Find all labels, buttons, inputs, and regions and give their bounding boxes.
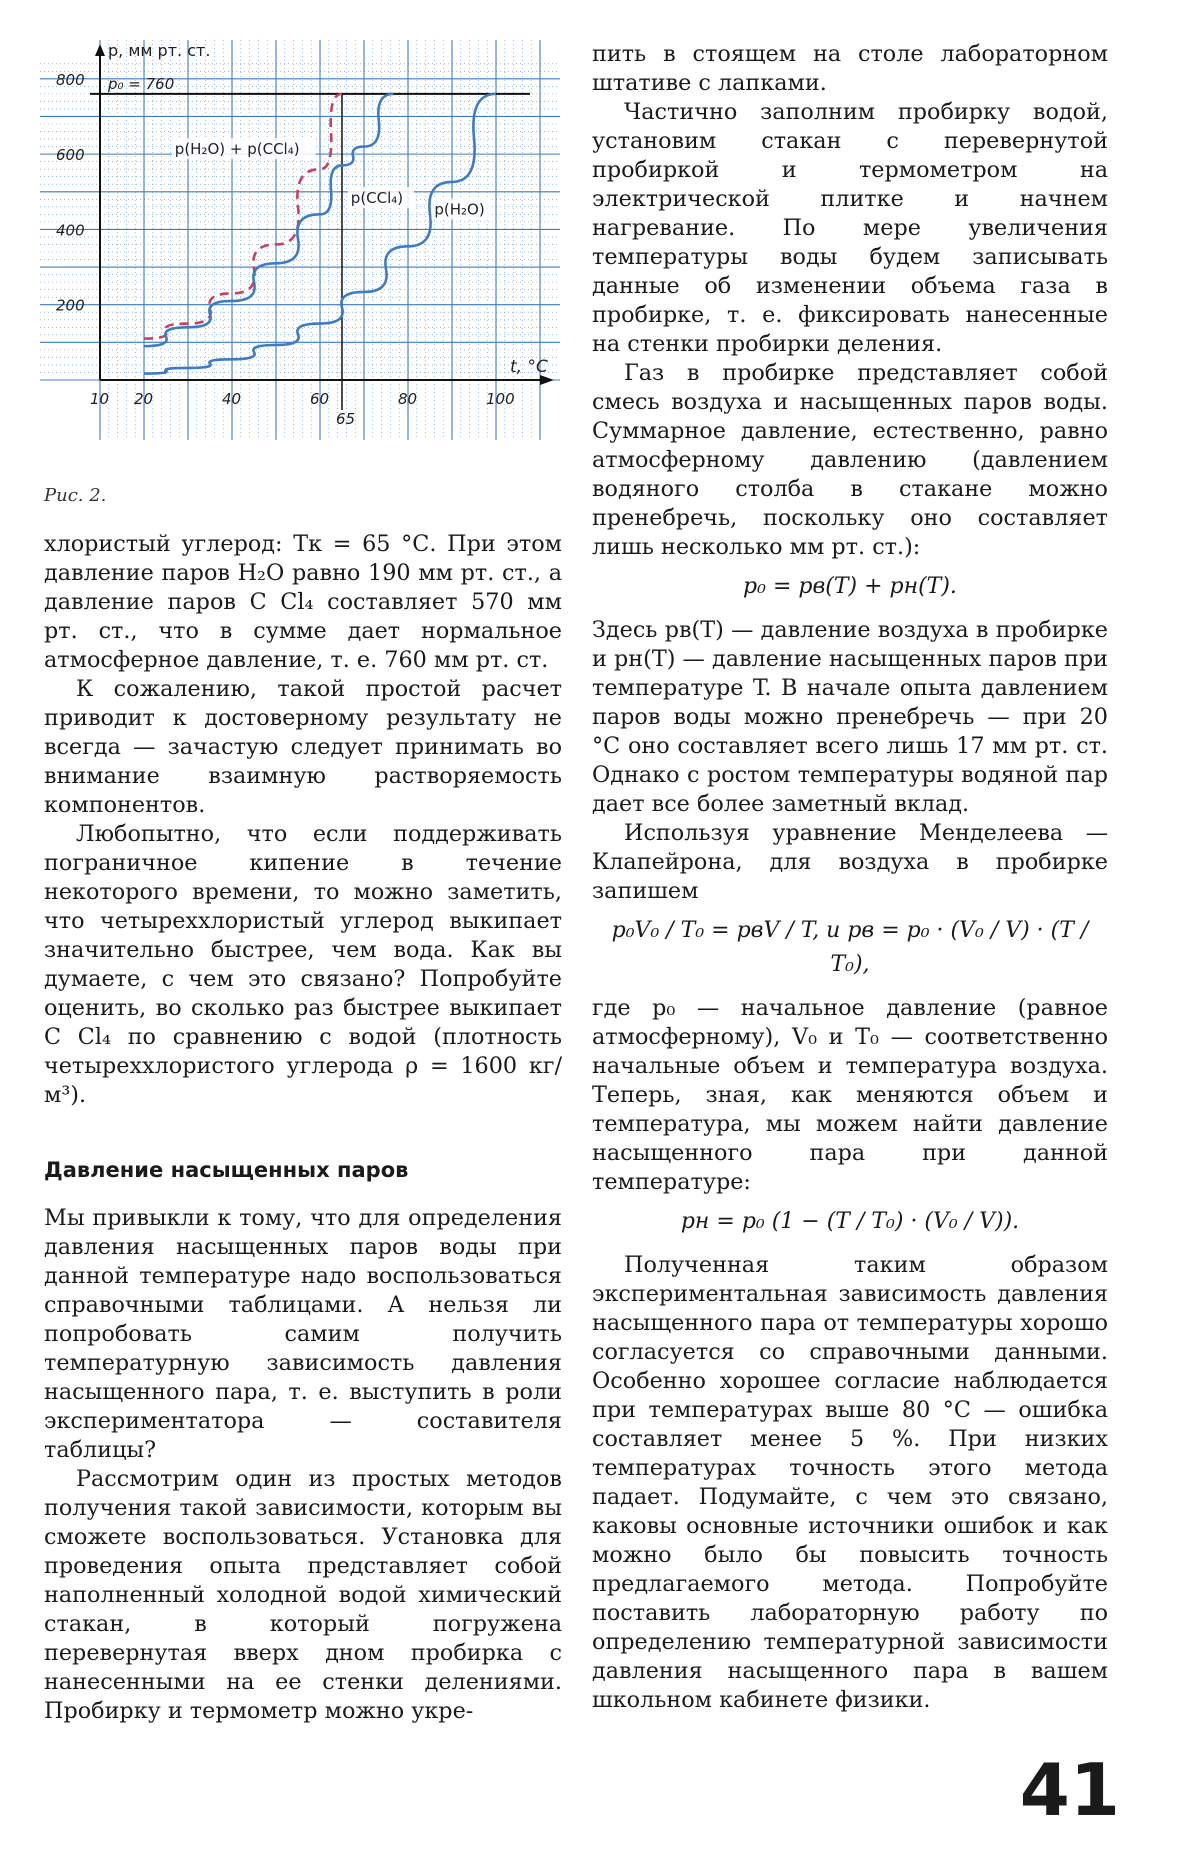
paragraph: Газ в пробирке представляет собой смесь воздуха и насыщенных паров воды. Суммарное давление, естественно, равно атмосферному давлению (давлением водяного столба в стакане можно пренебречь, поскольку оно составляет лишь несколько мм рт. ст.):: [592, 360, 1108, 560]
page-number: 41: [1019, 1748, 1120, 1832]
x-axis-label: t, °C: [510, 357, 548, 377]
paragraph: Полученная таким образом экспериментальная зависимость давления насыщенного пара от температуры хорошо согласуется со справочными данными. Особенно хорошее согласие наблюдается при температурах выше 80 °С — ошибка составляет менее 5 %. При низких температурах точность этого метода падает. Подумайте, с чем это связано, каковы основные источники ошибок и как можно было бы повысить точность предлагаемого метода. Попробуйте поставить лабораторную работу по определению температурной зависимости давления насыщенного пара в вашем школьном кабинете физики.: [592, 1252, 1108, 1713]
x-tick-label: 10: [90, 390, 110, 408]
right-column: [592, 40, 1108, 1715]
pressure-temperature-chart: [40, 40, 560, 450]
labels-layer: [56, 41, 548, 428]
x-tick-label: 20: [134, 390, 154, 408]
section-heading: Давление насыщенных паров: [44, 1158, 409, 1182]
paragraph: пить в стоящем на столе лабораторном штативе с лапками.: [592, 41, 1108, 96]
figure-chart: [40, 40, 560, 450]
x-tick-label: 100: [486, 390, 515, 408]
paragraph: Частично заполним пробирку водой, установим стакан с перевернутой пробиркой и термометром на электрической плитке и начнем нагревание. По мере увеличения температуры воды будем записывать данные об изменении объема газа в пробирке, т. е. фиксировать нанесенные на стенки пробирки деления.: [592, 99, 1108, 357]
y-tick-label: 600: [56, 146, 85, 165]
paragraph: Любопытно, что если поддерживать пограничное кипение в течение некоторого времени, то можно заметить, что четыреххлористый углерод выкипает значительно быстрее, чем вода. Как вы думаете, с чем это связано? Попробуйте оценить, во сколько раз быстрее выкипает С Cl₄ по сравнению с водой (плотность четыреххлористого углерода ρ = 1600 кг/м³).: [44, 821, 562, 1108]
formula: pн = p₀ (1 − (T / T₀) · (V₀ / V)).: [680, 1209, 1020, 1234]
paragraph: Здесь pв(T) — давление воздуха в пробирке и pн(T) — давление насыщенных паров при температуре T. В начале опыта давлением паров воды можно пренебречь — при 20 °С оно составляет всего лишь 17 мм рт. ст. Однако с ростом температуры водяной пар дает все более заметный вклад.: [592, 617, 1108, 817]
formula: p₀V₀ / T₀ = pвV / T, и pв = p₀ · (V₀ / V) · (T / T₀),: [611, 918, 1089, 977]
paragraph: хлористый углерод: Tк = 65 °С. При этом давление паров H₂O равно 190 мм рт. ст., а давление паров С Cl₄ составляет 570 мм рт. ст., что в сумме дает нормальное атмосферное давление, т. е. 760 мм рт. ст.: [44, 531, 562, 673]
formula: p₀ = pв(T) + pн(T).: [743, 574, 957, 599]
figure-caption: Рис. 2.: [44, 485, 107, 506]
x-tick-label: 60: [310, 390, 330, 408]
curve-label-h2o: p(H₂O): [434, 200, 485, 219]
curve-label-sum: p(H₂O) + p(CCl₄): [174, 140, 300, 159]
tk-label: 65: [336, 410, 356, 428]
y-tick-label: 800: [56, 70, 85, 89]
y-tick-label: 400: [56, 221, 85, 240]
paragraph: К сожалению, такой простой расчет приводит к достоверному результату не всегда — зачастую следует принимать во внимание взаимную растворяемость компонентов.: [44, 676, 562, 818]
x-tick-label: 80: [398, 390, 418, 408]
paragraph: Рассмотрим один из простых методов получения такой зависимости, которым вы сможете воспользоваться. Установка для проведения опыта представляет собой наполненный холодной водой химический стакан, в который погружена перевернутая вверх дном пробирка с нанесенными на ее стенки делениями. Пробирку и термометр можно укре-: [44, 1466, 562, 1724]
paragraph: где p₀ — начальное давление (равное атмосферному), V₀ и T₀ — соответственно начальные объем и температура воздуха. Теперь, зная, как меняются объем и температура, мы можем найти давление насыщенного пара при данной температуре:: [592, 995, 1108, 1195]
p0-label: p₀ = 760: [108, 74, 175, 93]
left-column: [44, 530, 562, 1726]
paragraph: Используя уравнение Менделеева — Клапейрона, для воздуха в пробирке запишем: [592, 820, 1108, 904]
y-axis-arrow: [95, 44, 105, 56]
y-tick-label: 200: [56, 296, 85, 315]
y-axis-label: p, мм рт. ст.: [108, 41, 211, 60]
x-tick-label: 40: [222, 390, 242, 408]
paragraph: Мы привыкли к тому, что для определения давления насыщенных паров воды при данной температуре надо воспользоваться справочными таблицами. А нельзя ли попробовать самим получить температурную зависимость давления насыщенного пара, т. е. выступить в роли экспериментатора — составителя таблицы?: [44, 1205, 562, 1463]
curve-label-ccl4: p(CCl₄): [350, 189, 404, 208]
axes: [90, 44, 554, 410]
